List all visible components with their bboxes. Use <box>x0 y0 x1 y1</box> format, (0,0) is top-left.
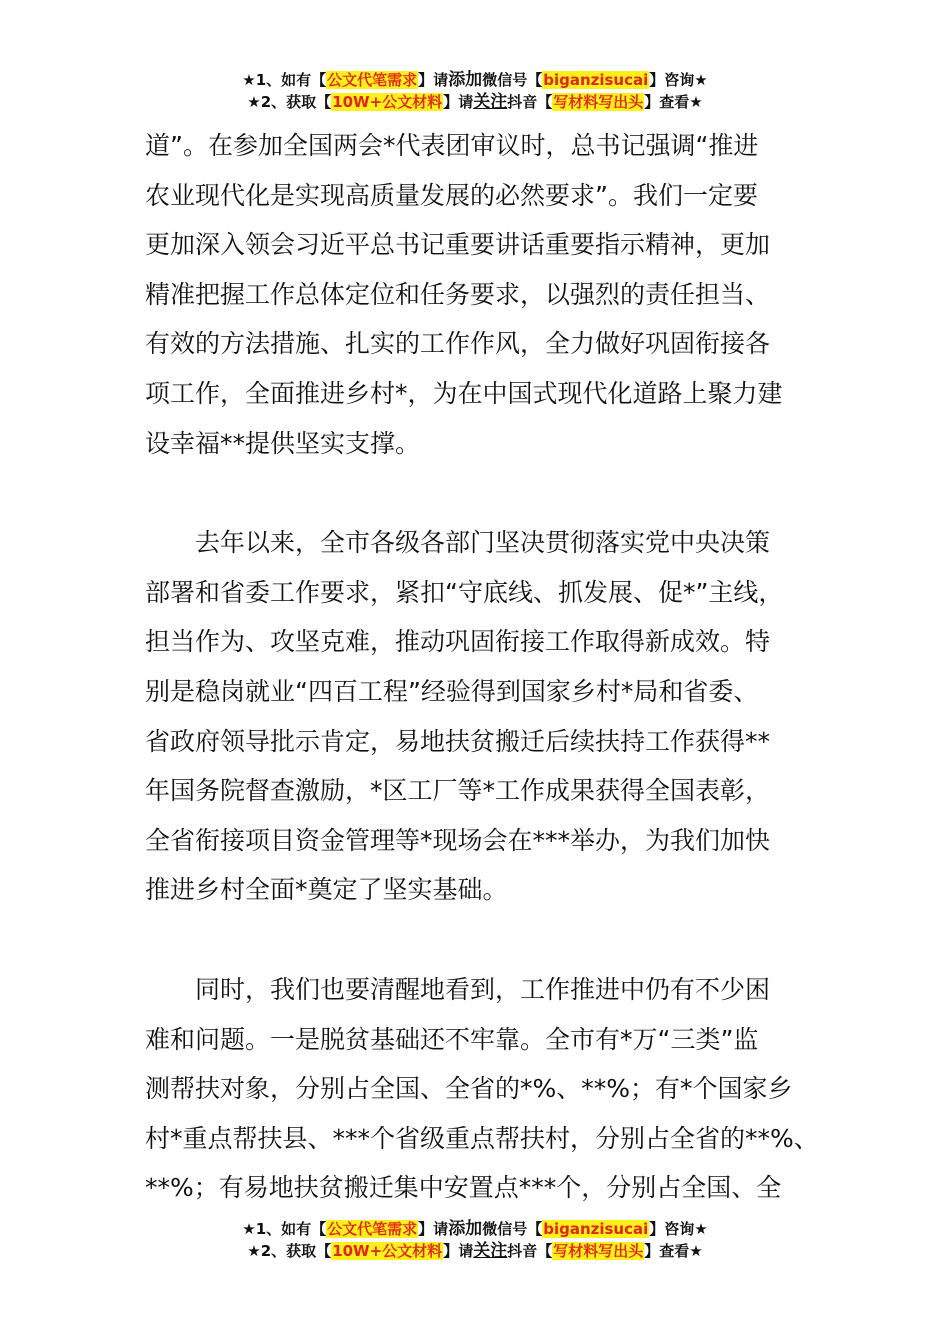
footer-promo-line-2: ★2、获取【10W+公文材料】请关注抖音【写材料写出头】查看★ <box>247 1241 703 1261</box>
paragraph-spacer <box>145 468 815 518</box>
text-line: 去年以来，全市各级各部门坚决贯彻落实党中央决策 <box>195 528 771 558</box>
text-line: 设幸福**提供坚实支撑。 <box>145 428 421 458</box>
highlight-materials: 10W+公文材料 <box>332 93 443 111</box>
header-promo-banner <box>0 69 950 113</box>
text-line: 同时，我们也要清醒地看到，工作推进中仍有不少困 <box>195 974 771 1004</box>
footer-promo-banner <box>0 1218 950 1262</box>
header-promo-line-2: ★2、获取【10W+公文材料】请关注抖音【写材料写出头】查看★ <box>247 92 703 112</box>
paragraph-spacer <box>145 915 815 965</box>
text-line: 担当作为、攻坚克难，推动巩固衔接工作取得新成效。特 <box>145 627 771 657</box>
footer-promo-line-1: ★1、如有【公文代笔需求】请添加微信号【biganzisucai】咨询★ <box>242 1219 708 1239</box>
paragraph-3 <box>145 965 819 1213</box>
text-line: **%；有易地扶贫搬迁集中安置点***个，分别占全国、全 <box>145 1173 782 1203</box>
text-line: 推进乡村全面*奠定了坚实基础。 <box>145 875 508 905</box>
paragraph-1 <box>145 121 815 468</box>
highlight-wechat-id: biganzisucai <box>543 1220 649 1238</box>
text-line: 别是稳岗就业“四百工程”经验得到国家乡村*局和省委、 <box>145 676 759 706</box>
header-promo-line-1: ★1、如有【公文代笔需求】请添加微信号【biganzisucai】咨询★ <box>242 70 708 90</box>
highlight-douyin-account: 写材料写出头 <box>553 93 644 111</box>
highlight-douyin-account: 写材料写出头 <box>553 1242 644 1260</box>
text-line: 道”。在参加全国两会*代表团审议时，总书记强调“推进 <box>145 131 759 160</box>
document-body <box>145 121 819 1213</box>
text-line: 项工作，全面推进乡村*，为在中国式现代化道路上聚力建 <box>145 378 783 408</box>
text-line: 更加深入领会习近平总书记重要讲话重要指示精神，更加 <box>145 230 771 260</box>
text-line: 精准把握工作总体定位和任务要求，以强烈的责任担当、 <box>145 279 771 309</box>
text-line: 有效的方法措施、扎实的工作作风，全力做好巩固衔接各 <box>145 329 771 359</box>
text-line: 全省衔接项目资金管理等*现场会在***举办，为我们加快 <box>145 825 771 855</box>
highlight-wechat-id: biganzisucai <box>543 71 649 89</box>
text-line: 村*重点帮扶县、***个省级重点帮扶村，分别占全省的**%、 <box>145 1123 819 1153</box>
text-line: 省政府领导批示肯定，易地扶贫搬迁后续扶持工作获得** <box>145 726 771 756</box>
text-line: 农业现代化是实现高质量发展的必然要求”。我们一定要 <box>145 180 758 210</box>
paragraph-2 <box>145 518 815 915</box>
text-line: 难和问题。一是脱贫基础还不牢靠。全市有*万“三类”监 <box>145 1024 759 1054</box>
text-line: 测帮扶对象，分别占全国、全省的*%、**%；有*个国家乡 <box>145 1074 793 1104</box>
highlight-service: 公文代笔需求 <box>327 1220 418 1238</box>
text-line: 年国务院督查激励，*区工厂等*工作成果获得全国表彰， <box>145 776 771 806</box>
text-line: 部署和省委工作要求，紧扣“守底线、抓发展、促*”主线， <box>145 577 784 607</box>
highlight-service: 公文代笔需求 <box>327 71 418 89</box>
highlight-materials: 10W+公文材料 <box>332 1242 443 1260</box>
